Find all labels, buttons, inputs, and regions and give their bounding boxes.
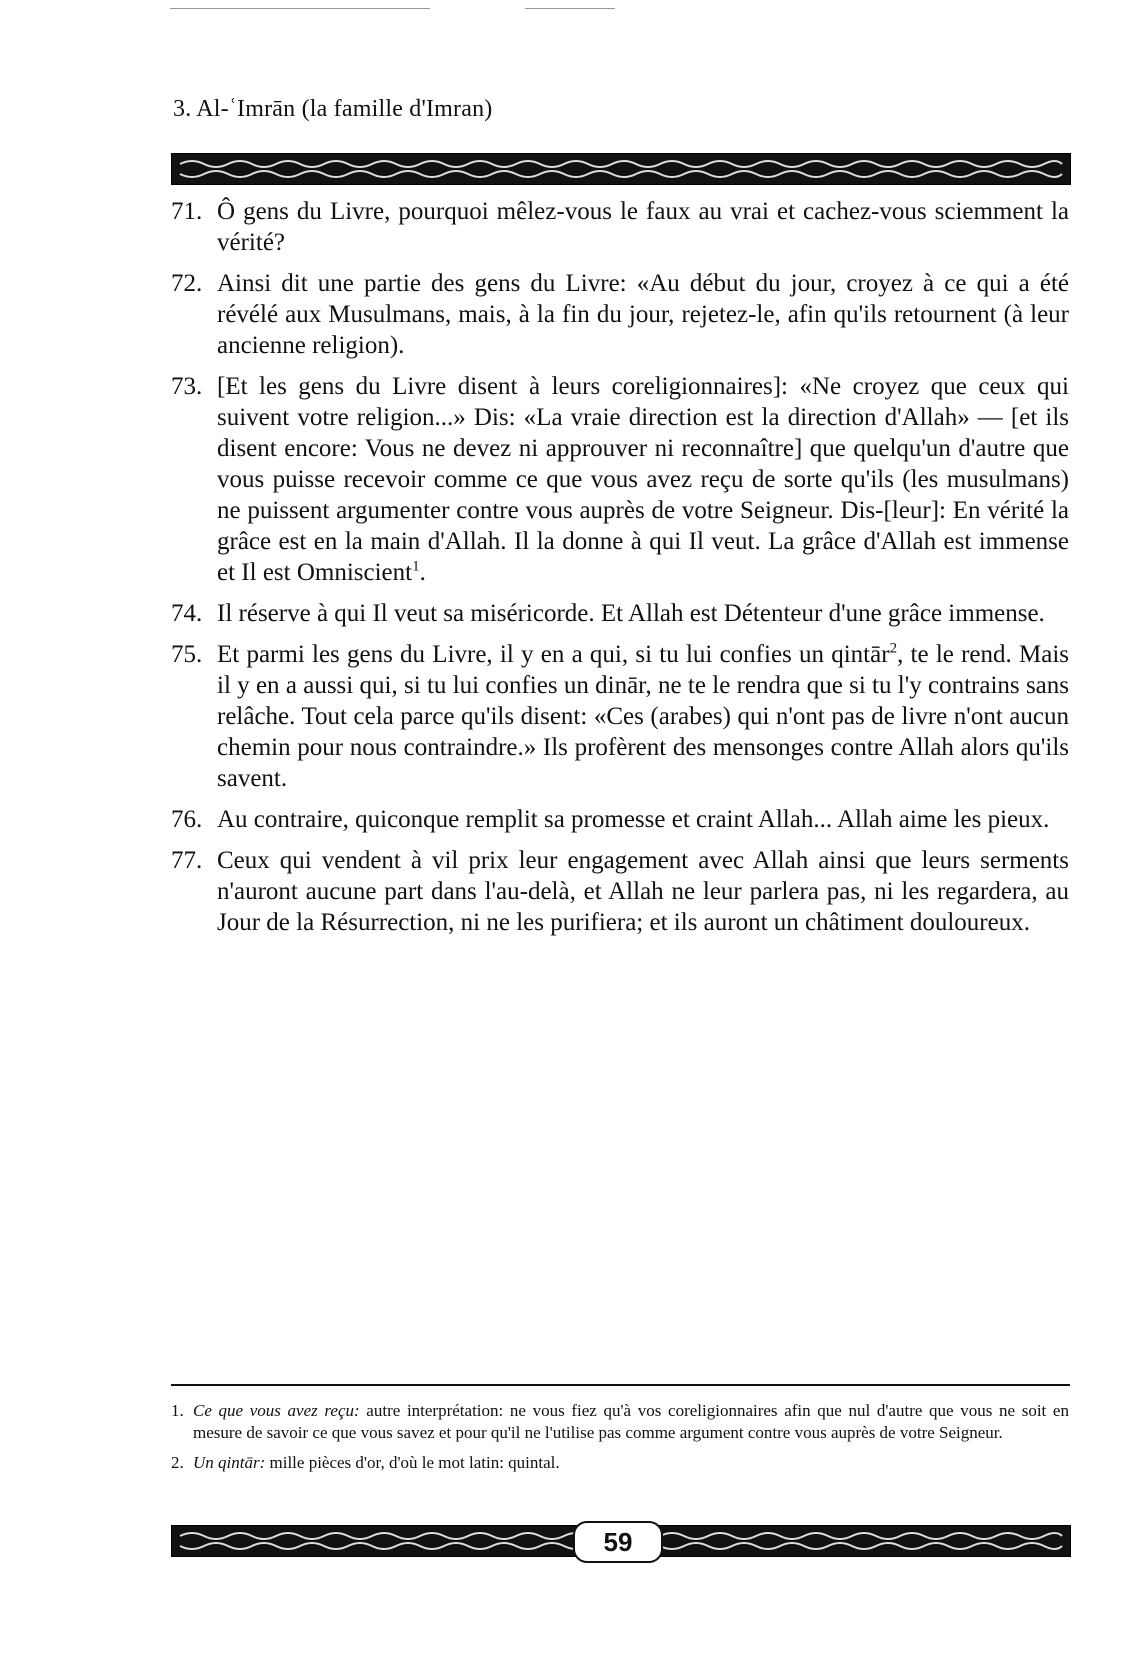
verse-number: 72. [171,270,203,297]
footnote-ref-2: 2 [889,640,898,657]
verse-text: Au contraire, quiconque remplit sa promesse et craint Allah... Allah aime les pieux. [217,806,1050,833]
verse-74 [171,598,1069,629]
ornament-band-top [171,153,1071,185]
verse-72 [171,268,1069,361]
verse-text: Ainsi dit une partie des gens du Livre: «Au début du jour, croyez à ce qui a été révélé aux Musulmans, mais, à la fin du jour, rejetez-le, afin qu'ils retournent (à leur ancienne religion). [217,270,1069,359]
verse-text-after: , te le rend. Mais il y en a aussi qui, si tu lui confies un dinār, ne te le rendra que si tu l'y contrains sans relâche. Tout cela parce qu'ils disent: «Ces (arabes) qui n'ont pas de livre n'ont aucun chemin pour nous contraindre.» Ils profèrent des mensonges contre Allah alors qu'ils savent. [217,641,1070,792]
verse-number: 76. [171,806,203,833]
verse-text: Ceux qui vendent à vil prix leur engagement avec Allah ainsi que leurs serments n'auront aucune part dans l'au-delà, et Allah ne leur parlera pas, ni les regardera, au Jour de la Résurrection, ni ne les purifiera; et ils auront un châtiment douloureux. [217,847,1069,936]
ornament-pattern-icon [172,154,1070,184]
verse-text-after: . [419,559,426,586]
verse-73 [171,371,1069,588]
footnote-text: autre interprétation: ne vous fiez qu'à vos coreligionnaires afin que nul d'autre que vous ne soit en mesure de savoir ce que vous savez et pour qu'il ne l'utilise pas comme argument contre vous auprès de votre Seigneur. [193,1401,1069,1442]
footnote-number: 1. [171,1401,184,1420]
verse-77 [171,845,1069,938]
verse-text: Il réserve à qui Il veut sa miséricorde. Et Allah est Détenteur d'une grâce immense. [217,600,1045,627]
verse-number: 74. [171,600,203,627]
page-number: 59 [573,1521,663,1563]
footnote-term: Un qintār: [193,1453,266,1472]
footnote-text: mille pièces d'or, d'où le mot latin: quintal. [265,1453,560,1472]
verse-76 [171,804,1069,835]
footnote-2 [171,1452,1069,1474]
verse-number: 73. [171,373,203,400]
verse-75 [171,639,1069,794]
verse-number: 75. [171,641,203,668]
footnote-1 [171,1400,1069,1444]
verse-number: 71. [171,198,203,225]
footnote-number: 2. [171,1453,184,1472]
top-rule-left [170,8,430,9]
verse-text: [Et les gens du Livre disent à leurs coreligionnaires]: «Ne croyez que ceux qui suivent votre religion...» Dis: «La vraie direction est la direction d'Allah» — [et ils disent encore: Vous ne devez ni approuver ni reconnaître] que quelqu'un d'autre que vous puisse recevoir comme ce que vous avez reçu de sorte qu'ils (les musulmans) ne puissent argumenter contre vous auprès de votre Seigneur. Dis-[leur]: En vérité la grâce est en la main d'Allah. Il la donne à qui Il veut. La grâce d'Allah est immense et Il est Omniscient [217,373,1069,586]
verse-71 [171,196,1069,258]
verse-number: 77. [171,847,203,874]
running-header: 3. Al-ʿImrān (la famille d'Imran) [173,96,493,122]
verse-text: Et parmi les gens du Livre, il y en a qui, si tu lui confies un qintār [217,641,890,668]
verse-text: Ô gens du Livre, pourquoi mêlez-vous le faux au vrai et cachez-vous sciemment la vérité? [217,198,1069,256]
footnote-list [171,1400,1069,1482]
footnote-term: Ce que vous avez reçu: [193,1401,360,1420]
footnote-divider [171,1384,1070,1386]
footnote-ref-1: 1 [412,558,420,575]
top-rule-right [525,8,615,9]
verse-list [171,196,1069,948]
